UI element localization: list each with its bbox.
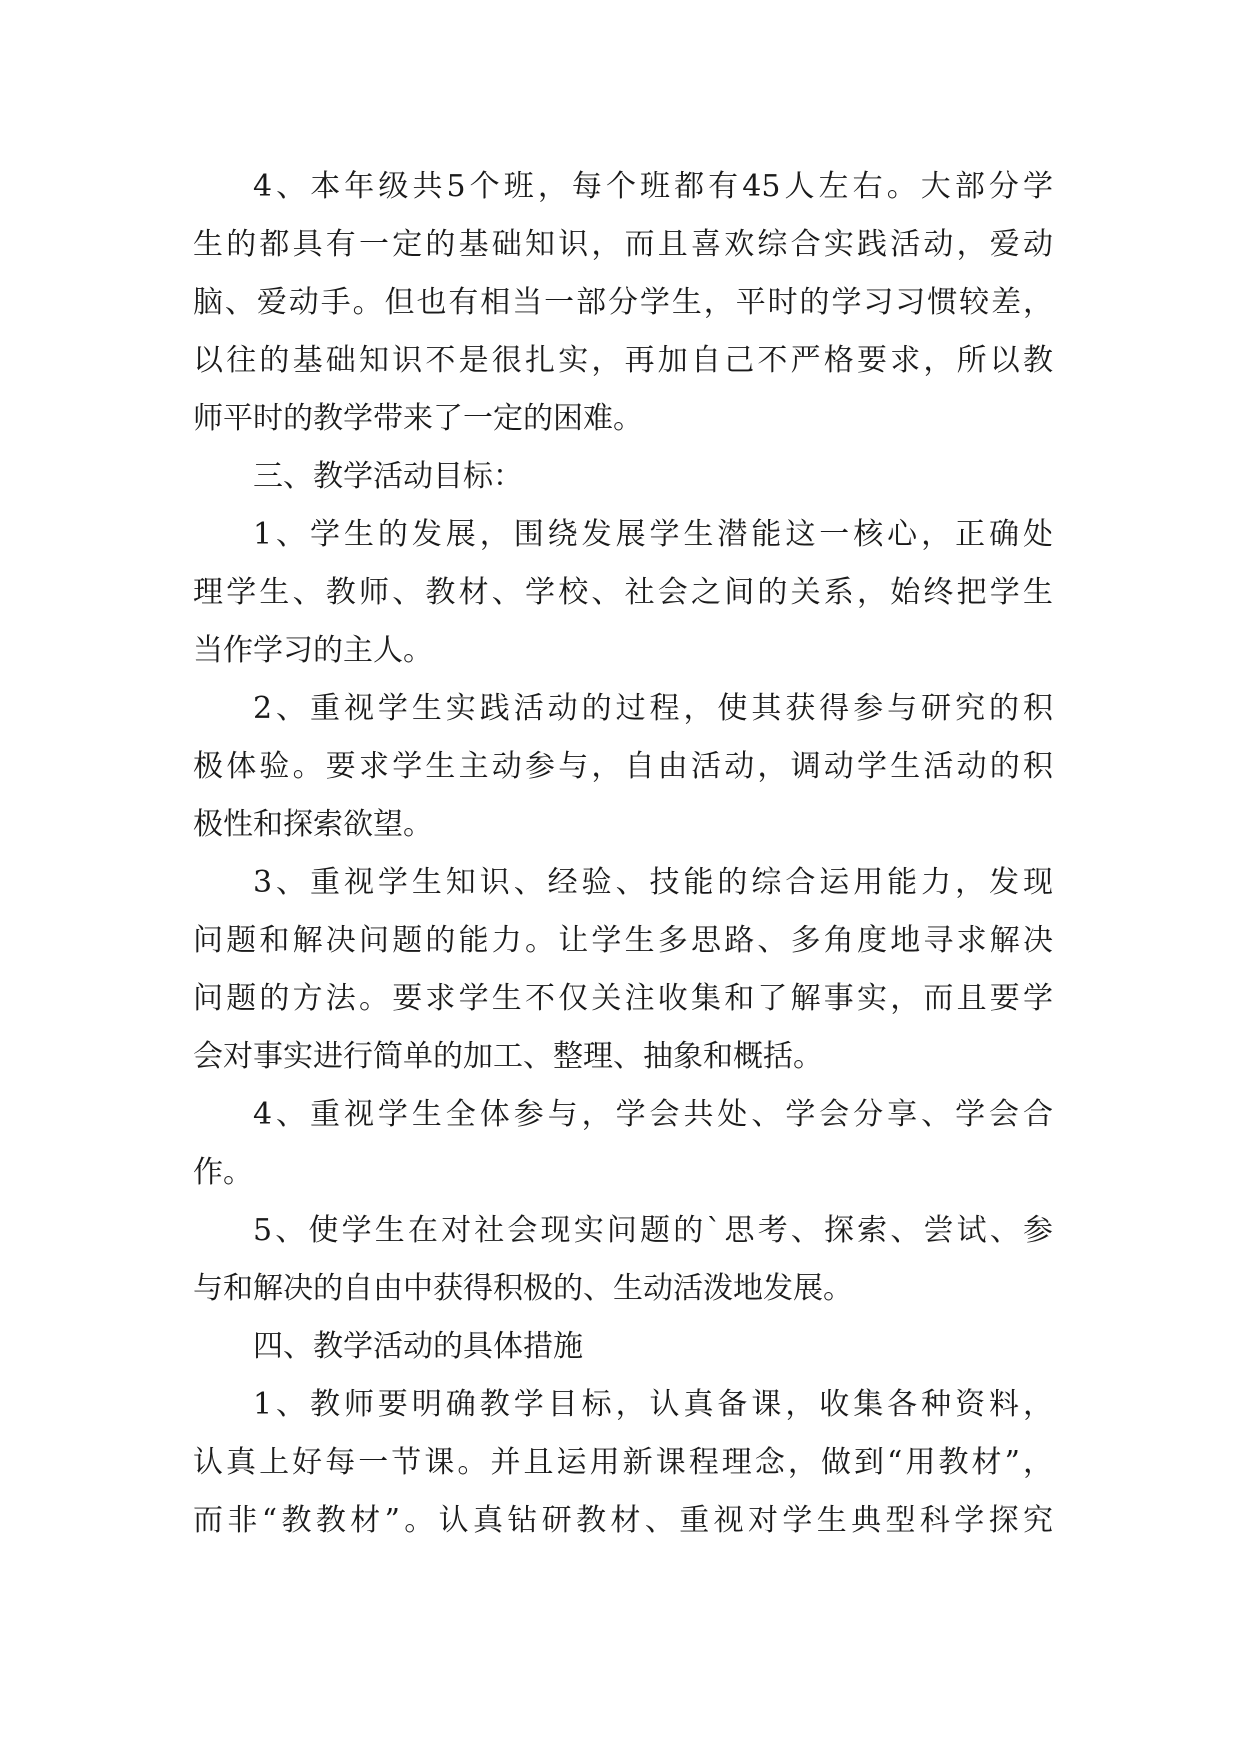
text-line: 3、重视学生知识、经验、技能的综合运用能力，发现 — [253, 865, 1053, 900]
text-line: 极体验。要求学生主动参与，自由活动，调动学生活动的积 — [193, 749, 1053, 784]
text-line: 2、重视学生实践活动的过程，使其获得参与研究的积 — [253, 691, 1053, 726]
text-line: 5、使学生在对社会现实问题的`思考、探索、尝试、参 — [253, 1213, 1053, 1248]
text-line: 作。 — [193, 1155, 253, 1190]
text-line: 会对事实进行简单的加工、整理、抽象和概括。 — [193, 1039, 823, 1074]
text-line: 4、重视学生全体参与，学会共处、学会分享、学会合 — [253, 1097, 1053, 1132]
text-line: 认真上好每一节课。并且运用新课程理念，做到“用教材”， — [193, 1445, 1053, 1480]
text-line: 问题和解决问题的能力。让学生多思路、多角度地寻求解决 — [193, 923, 1053, 958]
text-line: 理学生、教师、教材、学校、社会之间的关系，始终把学生 — [193, 575, 1053, 610]
text-line: 4、本年级共5个班，每个班都有45人左右。大部分学 — [253, 169, 1053, 204]
text-line: 生的都具有一定的基础知识，而且喜欢综合实践活动，爱动 — [193, 227, 1053, 262]
text-line: 1、教师要明确教学目标，认真备课，收集各种资料， — [253, 1387, 1053, 1422]
section-heading: 三、教学活动目标： — [253, 459, 523, 494]
section-heading: 四、教学活动的具体措施 — [253, 1329, 583, 1364]
text-line: 而非“教教材”。认真钻研教材、重视对学生典型科学探究 — [193, 1503, 1053, 1538]
text-line: 师平时的教学带来了一定的困难。 — [193, 401, 643, 436]
text-line: 脑、爱动手。但也有相当一部分学生，平时的学习习惯较差， — [193, 285, 1053, 320]
text-line: 问题的方法。要求学生不仅关注收集和了解事实，而且要学 — [193, 981, 1053, 1016]
text-line: 当作学习的主人。 — [193, 633, 433, 668]
text-line: 与和解决的自由中获得积极的、生动活泼地发展。 — [193, 1271, 853, 1306]
text-line: 极性和探索欲望。 — [193, 807, 433, 842]
text-line: 1、学生的发展，围绕发展学生潜能这一核心，正确处 — [253, 517, 1053, 552]
text-line: 以往的基础知识不是很扎实，再加自己不严格要求，所以教 — [193, 343, 1053, 378]
